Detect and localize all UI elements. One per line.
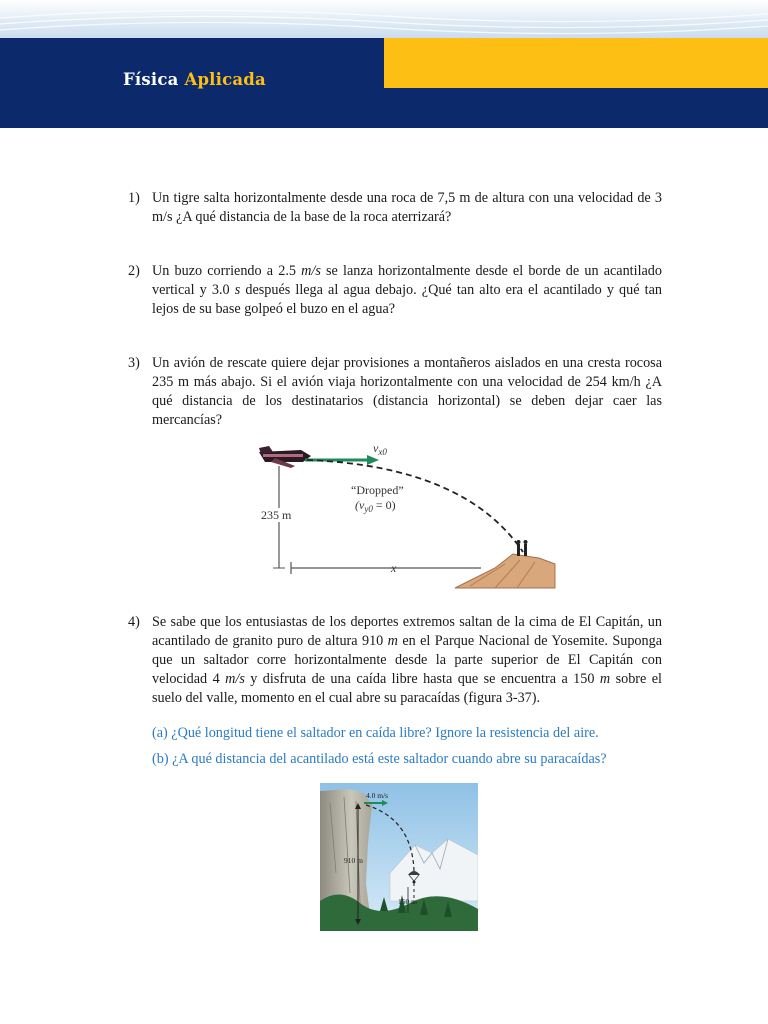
- svg-text:x: x: [391, 561, 397, 575]
- svg-text:vx0: $v_{x0}$: [373, 441, 387, 457]
- header-wave-decoration: [0, 0, 768, 40]
- problem-4-part-a: (a) ¿Qué longitud tiene el saltador en caída libre? Ignore la resistencia del aire.: [152, 725, 599, 741]
- page-title-word-2: Aplicada: [184, 70, 266, 89]
- problem-text: Un avión de rescate quiere dejar provisiones a montañeros aislados en una cresta rocosa 235 m más abajo. Si el avión viaja horizontalmente con una velocidad de 254 km/h ¿A qué distancia de los destinatarios (distancia horizontal) se deben dejar caer las mercancías?: [152, 355, 662, 428]
- page-title-word-1: Física: [123, 70, 179, 89]
- svg-text:235 m: 235 m: [261, 508, 292, 522]
- figure-el-capitan: [320, 783, 478, 931]
- climbers-icon: [517, 540, 528, 556]
- problem-number: 4): [128, 614, 140, 630]
- svg-text:910 m: 910 m: [344, 856, 363, 865]
- svg-text:150 m: 150 m: [398, 897, 417, 906]
- problem-number: 3): [128, 355, 140, 371]
- plane-icon: [259, 446, 311, 468]
- figure-plane-drop: [255, 438, 560, 593]
- problem-number: 1): [128, 190, 140, 206]
- svg-text:(vy0 = 0): $(v_{y0} = 0)$: [355, 498, 396, 514]
- problem-text: Se sabe que los entusiastas de los deportes extremos saltan de la cima de El Capitán, un acantilado de granito puro de altura 910 m en el Parque Nacional de Yosemite. Suponga que un saltador corre horizontalmente desde la parte superior de El Capitán con velocidad 4 m/s y disfruta de una caída libre hasta que se encuentra a 150 m sobre el suelo del valle, momento en el cual abre su paracaídas (figura 3-37).: [152, 614, 662, 706]
- problem-number: 2): [128, 263, 140, 279]
- problem-text: Un buzo corriendo a 2.5 m/s se lanza horizontalmente desde el borde de un acantilado vertical y 3.0 s después llega al agua debajo. ¿Qué tan alto era el acantilado y qué tan lejos de su base golpeó el buzo en el agua?: [152, 263, 662, 317]
- problem-text: Un tigre salta horizontalmente desde una roca de 7,5 m de altura con una velocidad de 3 m/s ¿A qué distancia de la base de la roca aterrizará?: [152, 190, 662, 225]
- plane-drop-diagram: [255, 438, 560, 593]
- el-capitan-diagram: [320, 783, 478, 931]
- svg-text:“Dropped”: “Dropped”: [351, 483, 404, 497]
- problem-4-part-b: (b) ¿A qué distancia del acantilado está este saltador cuando abre su paracaídas?: [152, 751, 607, 767]
- header-accent-bar: [384, 38, 768, 88]
- svg-text:4.0 m/s: 4.0 m/s: [366, 791, 389, 800]
- page-title: [123, 70, 266, 89]
